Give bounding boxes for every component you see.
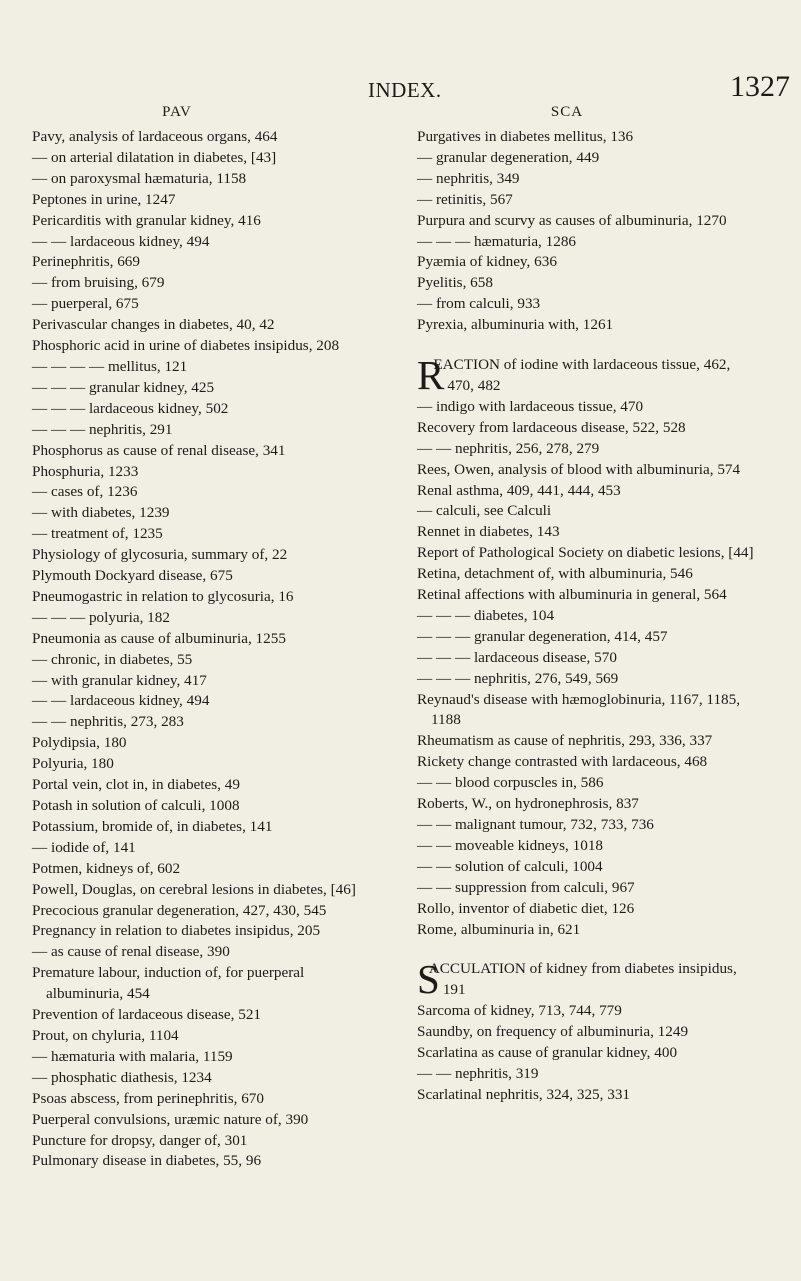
index-entry: — treatment of, 1235 [32, 525, 163, 543]
index-entry: Prevention of lardaceous disease, 521 [32, 1006, 262, 1024]
index-entry: — — — polyuria, 182 [32, 608, 170, 626]
index-entry: Purpura and scurvy as causes of albuminuria, 1270 [417, 211, 727, 229]
index-entry: Pyrexia, albuminuria with, 1261 [417, 316, 614, 334]
index-entry: Sarcoma of kidney, 713, 744, 779 [417, 1002, 622, 1020]
index-entry: Retina, detachment of, with albuminuria, 546 [417, 565, 693, 583]
index-entry: Report of Pathological Society on diabetic lesions, [44] [417, 544, 754, 562]
index-entry: — — lardaceous kidney, 494 [32, 232, 210, 250]
index-entry: Puncture for dropsy, danger of, 301 [32, 1131, 248, 1149]
index-entry: Rollo, inventor of diabetic diet, 126 [417, 899, 635, 917]
right-entry-list-s [417, 1001, 759, 1106]
index-entry: Powell, Douglas, on cerebral lesions in diabetes, [46] [32, 880, 356, 898]
index-entry: — with diabetes, 1239 [32, 504, 170, 522]
right-column [417, 102, 759, 1106]
index-entry: — from bruising, 679 [32, 274, 165, 292]
index-entry: — — suppression from calculi, 967 [417, 878, 635, 896]
index-entry: Roberts, W., on hydronephrosis, 837 [417, 795, 639, 813]
index-entry: Retinal affections with albuminuria in general, 564 [417, 586, 727, 604]
index-entry: Pulmonary disease in diabetes, 55, 96 [32, 1152, 262, 1170]
index-entry: Prout, on chyluria, 1104 [32, 1026, 179, 1044]
index-entry: Pneumonia as cause of albuminuria, 1255 [32, 629, 286, 647]
index-entry: Reynaud's disease with hæmoglobinuria, 1167, 1185, 1188 [417, 690, 741, 729]
index-entry: — phosphatic diathesis, 1234 [32, 1068, 212, 1086]
index-entry: Peptones in urine, 1247 [32, 190, 176, 208]
left-column-heading: PAV [162, 104, 192, 120]
index-entry: — with granular kidney, 417 [32, 671, 207, 689]
entry-text: EACTION of iodine with lardaceous tissue, 462, 470, 482 [433, 356, 731, 394]
index-entry: — retinitis, 567 [417, 190, 513, 208]
page-number: 1327 [730, 70, 790, 103]
index-entry: — — — granular kidney, 425 [32, 378, 215, 396]
index-entry: — — — nephritis, 291 [32, 420, 173, 438]
index-entry: — — nephritis, 319 [417, 1064, 539, 1082]
index-entry: — calculi, see Calculi [417, 502, 552, 520]
section-gap [417, 336, 759, 355]
index-entry: — — — granular degeneration, 414, 457 [417, 627, 668, 645]
index-entry: Phosphuria, 1233 [32, 462, 139, 480]
drop-cap-r: R [417, 352, 445, 399]
index-entry: Phosphoric acid in urine of diabetes insipidus, 208 [32, 337, 340, 355]
index-entry: Pavy, analysis of lardaceous organs, 464 [32, 128, 278, 145]
index-entry: Recovery from lardaceous disease, 522, 528 [417, 418, 686, 436]
running-title: INDEX. [368, 78, 442, 102]
index-entry: Phosphorus as cause of renal disease, 341 [32, 441, 286, 459]
index-entry-sacculation [417, 956, 759, 1003]
left-column [32, 102, 362, 1172]
index-entry: Precocious granular degeneration, 427, 430, 545 [32, 901, 327, 919]
index-entry: Scarlatinal nephritis, 324, 325, 331 [417, 1085, 631, 1103]
index-entry: — on arterial dilatation in diabetes, [43] [32, 148, 277, 166]
index-entry: Rickety change contrasted with lardaceous, 468 [417, 753, 708, 771]
left-entry-list [32, 127, 362, 1172]
index-entry: — — malignant tumour, 732, 733, 736 [417, 816, 654, 833]
right-entry-list-p [417, 127, 759, 336]
index-entry: Pyelitis, 658 [417, 274, 493, 292]
index-entry: — — blood corpuscles in, 586 [417, 774, 604, 792]
index-entry: — — — lardaceous kidney, 502 [32, 399, 229, 417]
right-column-heading: SCA [550, 104, 584, 120]
index-entry: Rees, Owen, analysis of blood with albuminuria, 574 [417, 460, 741, 478]
index-entry: — — nephritis, 256, 278, 279 [417, 439, 600, 457]
index-entry: Potmen, kidneys of, 602 [32, 859, 181, 877]
right-entry-list-r [417, 397, 759, 941]
index-entry: Perivascular changes in diabetes, 40, 42 [32, 316, 275, 334]
index-entry: — chronic, in diabetes, 55 [32, 650, 193, 668]
index-entry: — — — lardaceous disease, 570 [417, 648, 617, 666]
index-entry: — from calculi, 933 [417, 295, 541, 313]
index-entry: Puerperal convulsions, uræmic nature of, 390 [32, 1110, 309, 1128]
index-entry: — — nephritis, 273, 283 [32, 713, 184, 731]
index-entry: Saundby, on frequency of albuminuria, 1249 [417, 1023, 689, 1041]
index-entry: Portal vein, clot in, in diabetes, 49 [32, 776, 240, 794]
index-entry: — indigo with lardaceous tissue, 470 [417, 397, 644, 415]
index-entry: Renal asthma, 409, 441, 444, 453 [417, 481, 621, 499]
index-entry: Polyuria, 180 [32, 755, 114, 773]
index-entry: — — — nephritis, 276, 549, 569 [417, 669, 619, 687]
index-entry: Potash in solution of calculi, 1008 [32, 797, 240, 814]
index-entry: Pregnancy in relation to diabetes insipidus, 205 [32, 922, 321, 940]
index-entry: — — solution of calculi, 1004 [417, 857, 603, 875]
section-gap [417, 940, 759, 959]
index-entry: Plymouth Dockyard disease, 675 [32, 567, 233, 585]
index-entry: — iodide of, 141 [32, 838, 136, 856]
index-entry-reaction [417, 352, 759, 399]
index-entry: — as cause of renal disease, 390 [32, 943, 230, 961]
index-entry: — on paroxysmal hæmaturia, 1158 [32, 169, 247, 187]
index-entry: — — — diabetes, 104 [417, 606, 555, 624]
index-entry: — — — hæmaturia, 1286 [417, 232, 577, 250]
index-entry: — hæmaturia with malaria, 1159 [32, 1047, 233, 1065]
index-entry: Purgatives in diabetes mellitus, 136 [417, 128, 634, 145]
index-entry: Physiology of glycosuria, summary of, 22 [32, 546, 288, 564]
index-entry: Perinephritis, 669 [32, 253, 140, 271]
index-entry: Rheumatism as cause of nephritis, 293, 336, 337 [417, 732, 713, 750]
index-entry: Rome, albuminuria in, 621 [417, 920, 581, 938]
index-entry: — granular degeneration, 449 [417, 148, 600, 166]
index-entry: Pneumogastric in relation to glycosuria, 16 [32, 587, 294, 605]
index-entry: — cases of, 1236 [32, 483, 138, 501]
index-entry: — — lardaceous kidney, 494 [32, 692, 210, 710]
index-entry: Premature labour, induction of, for puerperal albuminuria, 454 [32, 964, 305, 1003]
index-entry: Polydipsia, 180 [32, 734, 127, 752]
index-entry: — — moveable kidneys, 1018 [417, 836, 604, 854]
index-entry: Scarlatina as cause of granular kidney, 400 [417, 1044, 678, 1062]
index-entry: Pyæmia of kidney, 636 [417, 253, 557, 271]
index-entry: Rennet in diabetes, 143 [417, 523, 560, 541]
drop-cap-s: S [417, 956, 440, 1003]
index-entry: Pericarditis with granular kidney, 416 [32, 211, 261, 229]
index-entry: Psoas abscess, from perinephritis, 670 [32, 1089, 264, 1107]
entry-text: ACCULATION of kidney from diabetes insipidus, 191 [428, 960, 737, 999]
index-entry: — — — — mellitus, 121 [32, 357, 188, 375]
index-entry: Potassium, bromide of, in diabetes, 141 [32, 817, 273, 835]
index-entry: — puerperal, 675 [32, 295, 139, 313]
index-entry: — nephritis, 349 [417, 169, 520, 187]
